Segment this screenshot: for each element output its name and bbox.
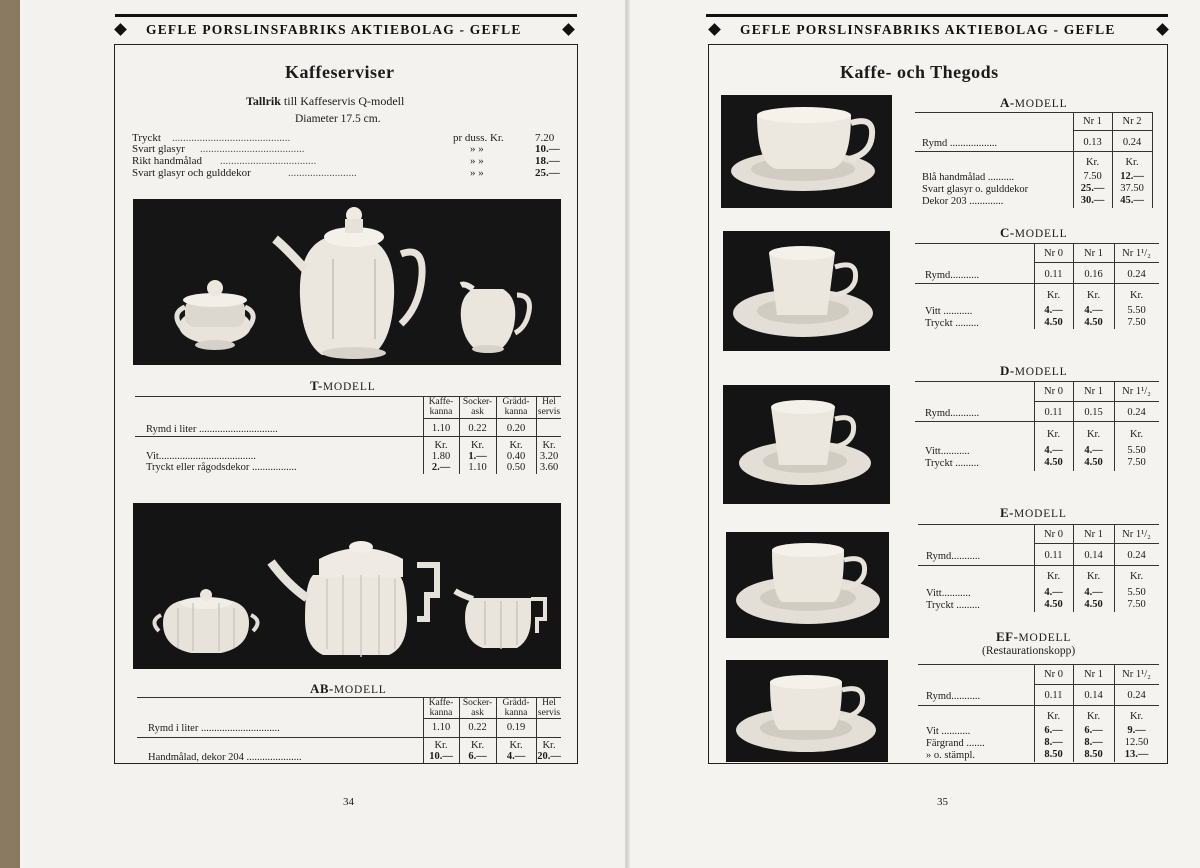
currency-label: Kr. [1086,711,1101,722]
page-number: 35 [937,796,948,808]
currency-label: Kr. [1046,290,1061,301]
price-unit: » » [470,167,484,179]
column-header [423,398,459,417]
t-model-photo [133,199,561,365]
table-rule [1034,401,1159,402]
table-rule [135,396,561,397]
column-header [536,699,562,718]
rymd-value: 0.24 [1122,137,1142,148]
e-model-label-bold: E- [1000,505,1014,520]
row-label: Svart glasyr o. gulddekor [922,184,1029,195]
row-label: Blå handmålad .......... [922,172,1015,183]
column-header: Nr 1 [1084,248,1103,259]
diamond-icon [1156,23,1169,36]
row-label: Vitt........... [925,446,970,457]
price-value: 18.— [535,155,560,167]
price-cell: 0.50 [506,462,526,473]
table-rule [915,381,1159,382]
currency-label: Kr. [542,740,556,751]
column-header [459,699,496,718]
price-cell: 2.— [431,462,451,473]
rymd-value: 0.13 [1083,137,1102,148]
column-header [496,398,536,417]
table-rule [1034,543,1159,544]
price-cell: 6.— [1044,725,1063,736]
ef-model-label [996,629,1071,645]
rymd-value: 0.24 [1127,407,1146,418]
a-model-label [1000,95,1067,111]
subtitle [246,95,404,108]
diamond-icon [114,23,127,36]
price-label: Rikt handmålad [132,155,202,167]
price-value: 10.— [535,143,560,155]
a-model-photo [721,95,892,208]
column-header: Nr 1 [1084,529,1103,540]
rymd-value: 1.10 [431,722,451,733]
t-model-label [310,378,376,394]
header-rule [706,14,1168,17]
subtitle-bold: Tallrik [246,94,281,108]
price-cell: 8.50 [1084,749,1103,760]
price-dots: ........................................... [172,132,291,144]
price-label: Svart glasyr [132,143,185,155]
price-cell: 10.— [429,751,453,762]
table-rule [137,697,561,698]
price-cell: 6.— [468,751,487,762]
price-cell: 7.50 [1083,171,1102,182]
c-model-label-bold: C- [1000,225,1015,240]
currency-label: Kr. [470,440,485,451]
price-value: 25.— [535,167,560,179]
table-rule [915,112,1153,113]
page-title: Kaffe- och Thegods [840,62,999,82]
e-model-photo [726,532,889,638]
column-header-line: Grädd- [502,698,530,708]
page-number: 34 [343,796,354,808]
ab-model-label [310,681,387,697]
cup-illustration [726,660,888,762]
currency-label: Kr. [470,740,485,751]
currency-label: Kr. [434,740,448,751]
currency-label: Kr. [509,440,523,451]
rymd-value: 0.24 [1127,690,1146,701]
price-cell: 7.50 [1127,317,1146,328]
table-rule [1152,112,1153,208]
cup-illustration [721,95,892,208]
currency-label: Kr. [434,440,448,451]
column-header-line: Grädd- [502,397,530,407]
rymd-value: 0.24 [1127,269,1146,280]
row-label: Rymd........... [925,408,980,419]
price-cell: 8.— [1084,737,1103,748]
rymd-value: 0.11 [1044,407,1063,418]
price-cell: 4.— [1084,587,1103,598]
column-header: Nr 1¹/₂ [1122,248,1151,259]
column-header: Nr 1 [1083,116,1102,127]
price-cell: 4.— [506,751,526,762]
currency-label: Kr. [1086,571,1101,582]
ef-model-label-bold: EF- [996,629,1019,644]
page-header-right: GEFLE PORSLINSFABRIKS AKTIEBOLAG - GEFLE [740,22,1116,37]
e-model-label-rest: MODELL [1014,508,1067,520]
price-cell: 3.60 [539,462,559,473]
price-cell: 4.— [1044,305,1063,316]
table-rule [918,524,1159,525]
column-header [496,699,536,718]
row-label: Rymd........... [925,270,980,281]
right-page [630,0,1200,868]
price-cell: 4.50 [1044,599,1063,610]
currency-label: Kr. [1046,429,1061,440]
price-cell: 8.— [1044,737,1063,748]
row-label: Rymd........... [926,691,981,702]
currency-label: Kr. [1085,157,1100,168]
table-rule [915,421,1159,422]
row-label: Rymd........... [926,551,981,562]
row-label: Tryckt eller rågodsdekor ................. [146,462,297,473]
cup-illustration [726,532,889,638]
column-header [536,398,562,417]
table-rule [423,418,561,419]
column-header-line: Kaffe- [428,397,454,407]
price-cell: 4.— [1044,445,1063,456]
column-header-line: kanna [429,406,453,417]
price-cell: 1.— [468,451,487,462]
page-header-left: GEFLE PORSLINSFABRIKS AKTIEBOLAG - GEFLE [146,22,522,37]
currency-label: Kr. [542,440,556,451]
column-header: Nr 0 [1044,386,1063,397]
price-unit: pr duss. Kr. [453,132,504,144]
table-rule [918,705,1159,706]
rymd-value: 0.22 [468,722,487,733]
column-header [459,398,496,417]
price-cell: 4.— [1084,445,1103,456]
table-rule [1034,684,1159,685]
ef-model-label-rest: MODELL [1018,632,1072,644]
currency-label: Kr. [1129,429,1144,440]
cup-illustration [723,231,890,351]
table-rule [1073,130,1152,131]
rymd-value: 0.16 [1084,269,1103,280]
d-model-label-rest: MODELL [1014,366,1068,378]
price-cell: 7.50 [1127,457,1146,468]
row-label: Vitt........... [926,588,971,599]
price-unit: » » [470,155,484,167]
price-value: 7.20 [535,132,555,144]
price-cell: 6.— [1084,725,1103,736]
price-cell: 45.— [1120,195,1144,206]
t-model-label-bold: T- [310,378,323,393]
ef-model-photo [726,660,888,762]
price-label: Tryckt [132,132,161,144]
c-model-photo [723,231,890,351]
d-model-photo [723,385,890,504]
table-rule [915,243,1159,244]
column-header-line: ask [471,406,484,417]
currency-label: Kr. [509,740,523,751]
table-rule [918,565,1159,566]
row-label: Vit..................................... [146,451,256,462]
table-rule [915,151,1153,152]
column-header-line: servis [537,707,561,718]
row-label: Tryckt ......... [925,318,979,329]
price-cell: 4.50 [1084,599,1103,610]
row-label: Dekor 203 ............. [922,196,1004,207]
a-model-label-bold: A- [1000,95,1015,110]
left-page [20,0,626,868]
table-rule [423,718,561,719]
ab-model-photo [133,503,561,669]
row-label: » o. stämpl. [926,750,975,761]
c-model-label [1000,225,1067,241]
d-model-label [1000,363,1067,379]
column-header: Nr 1¹/₂ [1122,386,1151,397]
currency-label: Kr. [1129,571,1144,582]
currency-label: Kr. [1046,571,1061,582]
column-header: Nr 1 [1084,386,1103,397]
price-cell: 4.50 [1044,457,1063,468]
diamond-icon [708,23,721,36]
row-label: Tryckt ......... [925,458,979,469]
price-cell: 7.50 [1127,599,1146,610]
diameter: Diameter 17.5 cm. [295,113,381,125]
row-label: Vitt ........... [925,306,973,317]
currency-label: Kr. [1129,290,1144,301]
row-label: Rymd .................. [922,138,998,149]
currency-label: Kr. [1046,711,1061,722]
ef-model-sublabel: (Restaurationskopp) [982,645,1076,657]
price-dots: ................................... [220,155,317,167]
column-header-line: Socker- [462,698,493,708]
table-rule [135,436,561,437]
column-header-line: kanna [429,707,453,718]
rymd-value: 0.22 [468,423,487,434]
price-cell: 12.— [1120,171,1144,182]
diamond-icon [562,23,575,36]
column-header: Nr 0 [1044,529,1063,540]
d-model-label-bold: D- [1000,363,1015,378]
price-label: Svart glasyr och gulddekor [132,167,251,179]
currency-label: Kr. [1086,290,1101,301]
rymd-value: 0.24 [1127,550,1146,561]
table-rule [915,283,1159,284]
price-cell: 0.40 [506,451,526,462]
coffee-service-illustration [133,199,561,365]
row-label: Färgrand ....... [926,738,985,749]
price-cell: 4.50 [1084,317,1103,328]
price-cell: 13.— [1124,749,1149,760]
rymd-value: 0.14 [1084,550,1103,561]
table-rule [1034,262,1159,263]
column-header-line: Kaffe- [428,698,454,708]
e-model-label [1000,505,1067,521]
table-rule [137,737,561,738]
currency-label: Kr. [1129,711,1144,722]
column-header: Nr 2 [1122,116,1142,127]
ab-model-label-rest: MODELL [333,684,387,696]
c-model-label-rest: MODELL [1014,228,1068,240]
price-cell: 30.— [1080,195,1105,206]
column-header-line: ask [471,707,484,718]
price-dots: ......................... [288,167,357,179]
subtitle-rest: till Kaffeservis Q-modell [283,94,405,108]
column-header-line: Socker- [462,397,493,407]
coffee-service-illustration [133,503,561,669]
price-cell: 4.50 [1044,317,1063,328]
page-title: Kaffeserviser [285,62,395,82]
price-cell: 1.10 [468,462,487,473]
rymd-value: 0.20 [506,423,526,434]
a-model-label-rest: MODELL [1014,98,1068,110]
row-label: Rymd i liter .............................. [148,723,280,734]
price-cell: 5.50 [1127,445,1146,456]
rymd-value: 0.15 [1084,407,1103,418]
price-cell: 9.— [1127,725,1146,736]
currency-label: Kr. [1086,429,1101,440]
price-cell: 1.80 [431,451,451,462]
price-dots: ...................................... [200,143,305,155]
column-header: Nr 1¹/₂ [1122,529,1151,540]
column-header: Nr 1 [1084,669,1103,680]
price-cell: 5.50 [1127,587,1146,598]
row-label: Tryckt ......... [926,600,980,611]
row-label: Vit ........... [926,726,971,737]
price-cell: 3.20 [539,451,559,462]
column-header-line: kanna [504,406,528,417]
price-cell: 4.— [1044,587,1063,598]
cup-illustration [723,385,890,504]
price-cell: 12.50 [1124,737,1149,748]
price-cell: 20.— [537,751,561,762]
rymd-value: 0.11 [1044,269,1063,280]
rymd-value: 0.11 [1044,690,1063,701]
column-header: Nr 0 [1044,669,1063,680]
rymd-value: 1.10 [431,423,451,434]
row-label: Handmålad, dekor 204 ..................... [148,752,302,763]
price-cell: 4.50 [1084,457,1103,468]
table-rule [918,664,1159,665]
column-header-line: kanna [504,707,528,718]
price-cell: 8.50 [1044,749,1063,760]
price-unit: » » [470,143,484,155]
currency-label: Kr. [1125,157,1139,168]
price-cell: 5.50 [1127,305,1146,316]
column-header [423,699,459,718]
column-header-line: servis [537,406,561,417]
rymd-value: 0.14 [1084,690,1103,701]
column-header-line: Hel [542,698,556,708]
price-cell: 37.50 [1120,183,1144,194]
rymd-value: 0.19 [506,722,526,733]
column-header: Nr 1¹/₂ [1122,669,1151,680]
price-cell: 25.— [1080,183,1105,194]
price-cell: 4.— [1084,305,1103,316]
column-header: Nr 0 [1044,248,1063,259]
t-model-label-rest: MODELL [322,381,376,393]
column-header-line: Hel [542,397,556,407]
row-label: Rymd i liter .............................. [146,424,278,435]
header-rule [115,14,577,17]
ab-model-label-bold: AB- [310,681,334,696]
rymd-value: 0.11 [1044,550,1063,561]
